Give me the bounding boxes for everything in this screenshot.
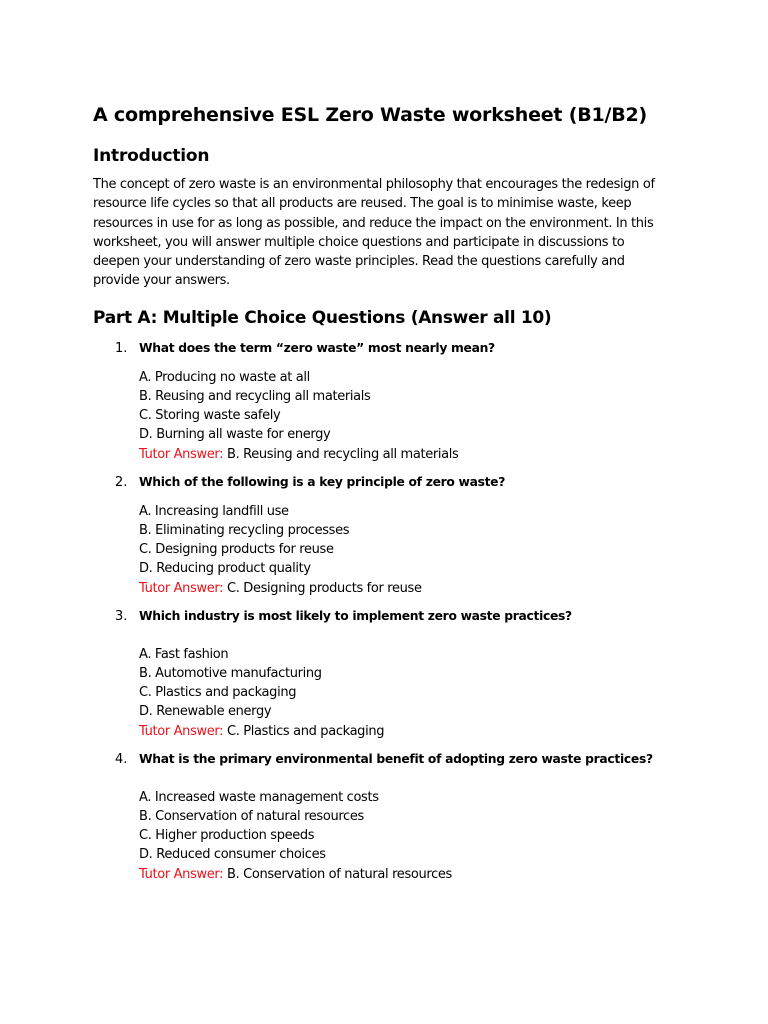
option-a: A. Increased waste management costs	[139, 789, 379, 805]
question-list	[93, 339, 673, 884]
tutor-answer-text: B. Reusing and recycling all materials	[227, 446, 459, 462]
option-a: A. Fast fashion	[139, 646, 229, 662]
question-item	[93, 750, 673, 884]
option-d: D. Reducing product quality	[139, 561, 311, 577]
question-item	[93, 473, 673, 598]
option-b: B. Conservation of natural resources	[139, 809, 364, 825]
question-text: What is the primary environmental benefit of adopting zero waste practices?	[139, 751, 653, 766]
option-b: B. Automotive manufacturing	[139, 666, 322, 682]
option-a: A. Producing no waste at all	[139, 369, 310, 385]
option-d: D. Renewable energy	[139, 704, 272, 720]
option-c: C. Storing waste safely	[139, 408, 281, 424]
worksheet-page	[93, 102, 673, 884]
tutor-answer	[139, 445, 673, 464]
tutor-answer-label: Tutor Answer:	[139, 446, 224, 462]
question-text: Which industry is most likely to implement zero waste practices?	[139, 608, 572, 623]
question-number: 1.	[115, 340, 128, 356]
question-number: 3.	[115, 608, 128, 624]
tutor-answer-label: Tutor Answer:	[139, 866, 224, 882]
option-d: D. Reduced consumer choices	[139, 847, 326, 863]
tutor-answer	[139, 579, 673, 598]
option-d: D. Burning all waste for energy	[139, 427, 331, 443]
question-item	[93, 607, 673, 741]
options-list	[139, 645, 673, 722]
tutor-answer	[139, 865, 673, 884]
option-a: A. Increasing landfill use	[139, 503, 289, 519]
option-c: C. Higher production speeds	[139, 828, 315, 844]
options-list	[139, 788, 673, 865]
option-c: C. Designing products for reuse	[139, 542, 334, 558]
option-b: B. Eliminating recycling processes	[139, 523, 350, 538]
question-number: 4.	[115, 751, 128, 767]
introduction-text: The concept of zero waste is an environmental philosophy that encourages the redesign of resource life cycles so that all products are reused. The goal is to minimise waste, keep resources in use for as long as possible, and reduce the impact on the environment. In this worksheet, you will answer multiple choice questions and participate in discussions to deepen your understanding of zero waste principles. Read the questions carefully and provide your answers.	[93, 177, 655, 289]
question-number: 2.	[115, 474, 128, 490]
tutor-answer-label: Tutor Answer:	[139, 723, 224, 739]
option-b: B. Reusing and recycling all materials	[139, 388, 371, 404]
options-list	[139, 502, 673, 579]
introduction-heading: Introduction	[93, 146, 210, 166]
part-a-heading: Part A: Multiple Choice Questions (Answer all 10)	[93, 307, 552, 328]
question-text: What does the term “zero waste” most nearly mean?	[139, 340, 495, 355]
tutor-answer-label: Tutor Answer:	[139, 580, 224, 596]
options-list	[139, 368, 673, 445]
page-title: A comprehensive ESL Zero Waste worksheet (B1/B2)	[93, 104, 648, 126]
tutor-answer-text: B. Conservation of natural resources	[227, 866, 452, 882]
tutor-answer	[139, 722, 673, 741]
question-text: Which of the following is a key principle of zero waste?	[139, 474, 506, 489]
option-c: C. Plastics and packaging	[139, 685, 297, 701]
tutor-answer-text: C. Designing products for reuse	[227, 580, 422, 596]
tutor-answer-text: C. Plastics and packaging	[227, 723, 385, 739]
question-item	[93, 339, 673, 464]
